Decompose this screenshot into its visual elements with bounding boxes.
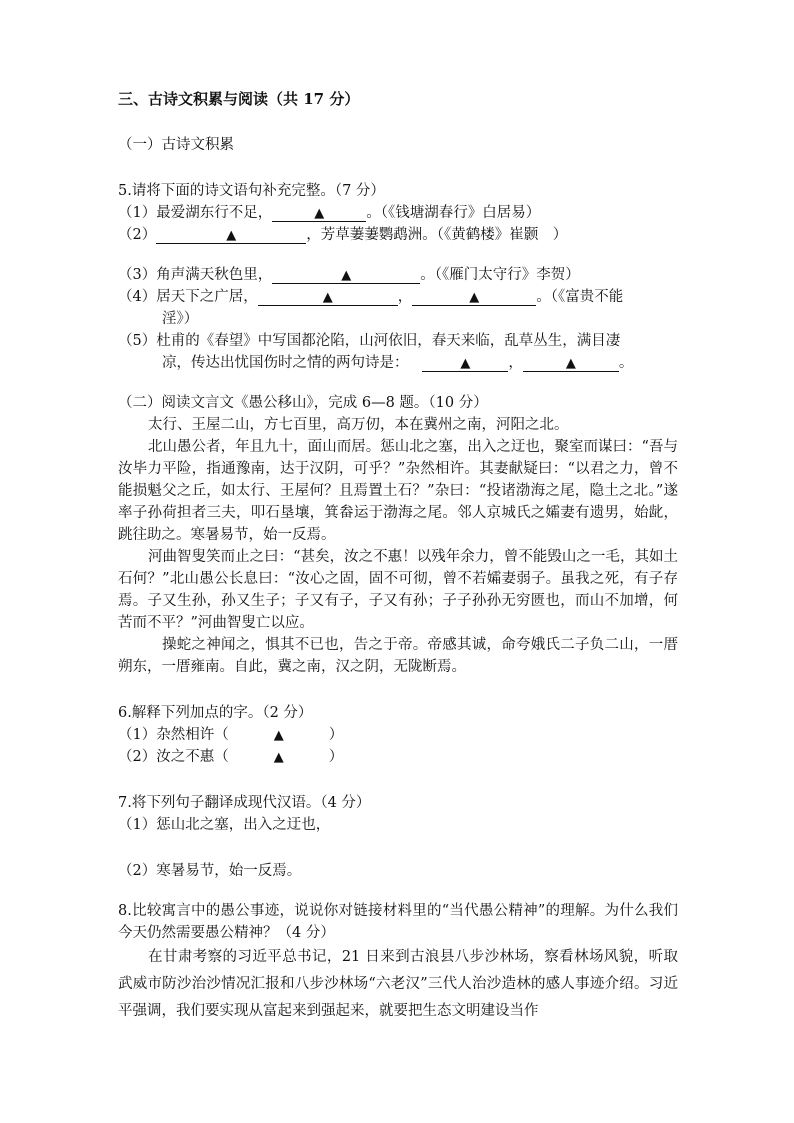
q8-material: 在甘肃考察的习近平总书记，21 日来到古浪县八步沙林场，察看林场风貌，听取武威市防沙治沙情况汇报和八步沙林场“六老汉”三代人治沙造林的感人事迹介绍。习近平强调，我们要实现从富起来到强起来，就要把生态文明建设当作 bbox=[118, 949, 678, 1019]
q5-item-2: （2） ▲ ，芳草萋萋鹦鹉洲。（《黄鹤楼》崔颢 ） bbox=[118, 227, 568, 243]
answer-blank[interactable] bbox=[156, 227, 306, 244]
q5-stem: 5.请将下面的诗文语句补充完整。（7 分） bbox=[118, 183, 385, 199]
q6-item-2: （2）汝之不惠（ ▲ ） bbox=[118, 746, 678, 768]
q5-item-4-cont: 淫》） bbox=[162, 311, 199, 327]
triangle-mark: ▲ bbox=[565, 356, 576, 371]
answer-slot[interactable] bbox=[229, 747, 329, 769]
q5-item-1: （1）最爱湖东行不足， ▲ 。（《钱塘湖春行》白居易） bbox=[118, 205, 541, 221]
triangle-mark: ▲ bbox=[469, 290, 480, 305]
triangle-mark: ▲ bbox=[314, 206, 325, 221]
part1-title: （一）古诗文积累 bbox=[118, 137, 234, 153]
q6-stem: 6.解释下列加点的字。（2 分） bbox=[118, 705, 313, 721]
triangle-mark: ▲ bbox=[273, 750, 284, 765]
section-title: 三、古诗文积累与阅读（共 17 分） bbox=[118, 90, 360, 108]
answer-slot[interactable] bbox=[229, 725, 329, 747]
part2-title: （二）阅读文言文《愚公移山》，完成 6—8 题。（10 分） bbox=[118, 395, 488, 411]
triangle-mark: ▲ bbox=[460, 356, 471, 371]
q5-item-5: （5）杜甫的《春望》中写国都沦陷，山河依旧，春天来临，乱草丛生，满目凄 bbox=[118, 333, 621, 349]
triangle-mark: ▲ bbox=[341, 268, 352, 283]
q7-item-2: （2）寒暑易节，始一反焉。 bbox=[118, 863, 302, 879]
q7-item-1: （1）惩山北之塞，出入之迂也， bbox=[118, 817, 331, 833]
answer-blank[interactable] bbox=[422, 355, 508, 372]
passage-p1: 太行、王屋二山，方七百里，高万仞，本在冀州之南，河阳之北。 bbox=[148, 417, 569, 433]
answer-blank[interactable] bbox=[258, 289, 398, 306]
answer-blank[interactable] bbox=[412, 289, 536, 306]
passage-p3: 河曲智叟笑而止之曰：“甚矣，汝之不惠！以残年余力，曾不能毁山之一毛，其如土石何？”北山愚公长息曰：“汝心之固，固不可彻，曾不若孀妻弱子。虽我之死，有子存焉。子又生孙，孙又生子；子又有子，子又有孙；子子孙孙无穷匮也，而山不加增，何苦而不平？”河曲智叟亡以应。 bbox=[118, 549, 678, 631]
passage-p2: 北山愚公者，年且九十，面山而居。惩山北之塞，出入之迂也，聚室而谋曰：“吾与汝毕力平险，指通豫南，达于汉阴，可乎？”杂然相许。其妻献疑曰：“以君之力，曾不能损魁父之丘，如太行、王屋何？且焉置土石？”杂曰：“投诸渤海之尾，隐土之北。”遂率子孙荷担者三夫，叩石垦壤，箕畚运于渤海之尾。邻人京城氏之孀妻有遗男，始龀，跳往助之。寒暑易节，始一反焉。 bbox=[118, 439, 678, 543]
exam-content bbox=[118, 88, 678, 1025]
q7-stem: 7.将下列句子翻译成现代汉语。（4 分） bbox=[118, 795, 371, 811]
answer-blank[interactable] bbox=[523, 355, 619, 372]
triangle-mark: ▲ bbox=[273, 728, 284, 743]
passage-p4: 操蛇之神闻之，惧其不已也，告之于帝。帝感其诚，命夸娥氏二子负二山，一厝朔东，一厝雍南。自此，冀之南，汉之阴，无陇断焉。 bbox=[118, 637, 678, 675]
q5-item-4: （4）居天下之广居， ▲ ， ▲ 。（《富贵不能 bbox=[118, 289, 624, 305]
q6-item-1: （1）杂然相许（ ▲ ） bbox=[118, 724, 678, 746]
answer-blank[interactable] bbox=[272, 205, 366, 222]
q5-item-3: （3）角声满天秋色里， ▲ 。（《雁门太守行》李贺） bbox=[118, 267, 580, 283]
answer-blank[interactable] bbox=[272, 267, 420, 284]
triangle-mark: ▲ bbox=[322, 290, 333, 305]
triangle-mark: ▲ bbox=[226, 228, 237, 243]
q8-stem: 8.比较寓言中的愚公事迹，说说你对链接材料里的“当代愚公精神”的理解。为什么我们今天仍然需要愚公精神？（4 分） bbox=[118, 903, 678, 941]
q5-item-5-cont: 凉，传达出忧国伤时之情的两句诗是： ▲ ， ▲ 。 bbox=[162, 355, 634, 371]
